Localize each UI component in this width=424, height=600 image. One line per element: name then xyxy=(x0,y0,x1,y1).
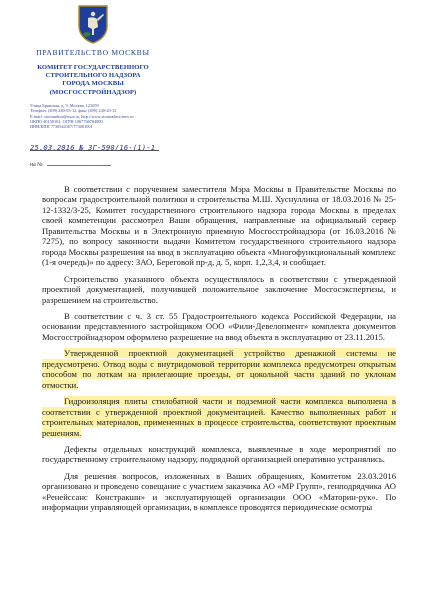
committee-line: СТРОИТЕЛЬНОГО НАДЗОРА xyxy=(45,72,141,80)
committee-line: ГОРОДА МОСКВЫ xyxy=(62,80,124,88)
contact-line: ИНН/КПП 7730544307/773001001 xyxy=(30,124,93,130)
reference-prefix: на № xyxy=(30,162,43,168)
body-paragraph xyxy=(42,444,396,465)
letterhead xyxy=(18,4,168,130)
body-paragraph xyxy=(42,396,396,438)
government-name: ПРАВИТЕЛЬСТВО МОСКВЫ xyxy=(36,48,150,57)
contact-line: Улица Брянская, д. 9, Москва, 121059 xyxy=(30,102,99,108)
contact-details xyxy=(18,103,168,130)
paragraph-text: Для решения вопросов, изложенных в Ваших обращениях, Комитетом 23.03.2016 организовано и проведено совещание с участием заказчика АО «МР Групп», генподрядчика АО «Ренейссанс Констракшн» и эксплуатирующей организации ООО «Маторин-рук». По информации управляющей организации, в комплексе проводятся периодические осмотры xyxy=(42,470,396,513)
contact-line: Телефон: (499) 240-03-12, факс (499) 240-20-12 xyxy=(30,108,117,114)
body-paragraph xyxy=(42,184,396,268)
paragraph-text: В соответствии с поручением заместителя Мэра Москвы в Правительстве Москвы по вопросам градостроительной политики и строительства М.Ш. Хуснуллина от 18.03.2016 № 25-12-1332/3-25, Комитет государственного строительного надзора города Москвы в пределах своей компетенции рассмотрел Ваши обращения, направленные на официальный сервер Правительства Москвы и в Электронную приемную Мосгосстройнадзора (от 16.03.2016 № 7275), по вопросу законности выдачи Комитетом государственного строительного надзора города Москвы разрешения на ввод в эксплуатацию объекта «Многофункциональный комплекс (1-я очередь)» по адресу: ЗАО, Береговой пр-д, д. 5, корп. 1,2,3,4, и сообщает. xyxy=(42,184,396,268)
paragraph-text: Строительство указанного объекта осуществлялось в соответствии с утвержденной проектной документацией, получившей положительное заключение Мосгосэкспертизы, и разрешением на строительство. xyxy=(42,273,396,305)
handwritten-reference: 25.03.2016 № ЗГ-598/16-(1)-1 xyxy=(30,143,156,152)
paragraph-text: Дефекты отдельных конструкций комплекса, выявленные в ходе мероприятий по государственному строительному надзору, подрядной организацией оперативно устранялись. xyxy=(42,443,396,465)
letter-body xyxy=(42,184,396,519)
body-paragraph xyxy=(42,274,396,305)
emblem-container xyxy=(18,4,168,44)
contact-line: ОКПО 40150102, ОГРН 1067746784890 xyxy=(30,119,103,125)
moscow-coat-of-arms-icon xyxy=(77,4,109,44)
body-paragraph xyxy=(42,348,396,390)
highlighted-text: Гидроизоляция плиты стилобатной части и подземной части комплекса выполнена в соответствии с утвержденной проектной документацией. Качество выполненных работ и строительных материалов, примененных в процессе строительства, соответствуют проектным решениям. xyxy=(42,396,396,438)
committee-name xyxy=(18,64,168,97)
committee-line: (МОСГОССТРОЙНАДЗОР) xyxy=(49,88,137,96)
reference-blank xyxy=(47,165,111,166)
paragraph-text: В соответствии с ч. 3 ст. 55 Градостроительного кодекса Российской Федерации, на основании представленного застройщиком ООО «Фили-Девелопмент» комплекта документов Мосгосстройнадзором оформлено разрешение на ввод объекта в эксплуатацию от 23.11.2015. xyxy=(42,310,396,342)
committee-line: КОМИТЕТ ГОСУДАРСТВЕННОГО xyxy=(37,64,149,71)
highlighted-text: Утвержденной проектной документацией устройство дренажной системы не предусмотрено. Отвод воды с внутридомовой территории комплекса предусмотрен открытым способом по лоткам на прилегающие проезды, от цокольной части зданий по уклонам отмостки. xyxy=(42,348,396,390)
body-paragraph xyxy=(42,471,396,513)
reference-line xyxy=(30,162,111,168)
contact-line: E-mail: stroinadzor@mos.ru, http://www.stroinadzor.mos.ru xyxy=(30,113,134,119)
body-paragraph xyxy=(42,311,396,342)
